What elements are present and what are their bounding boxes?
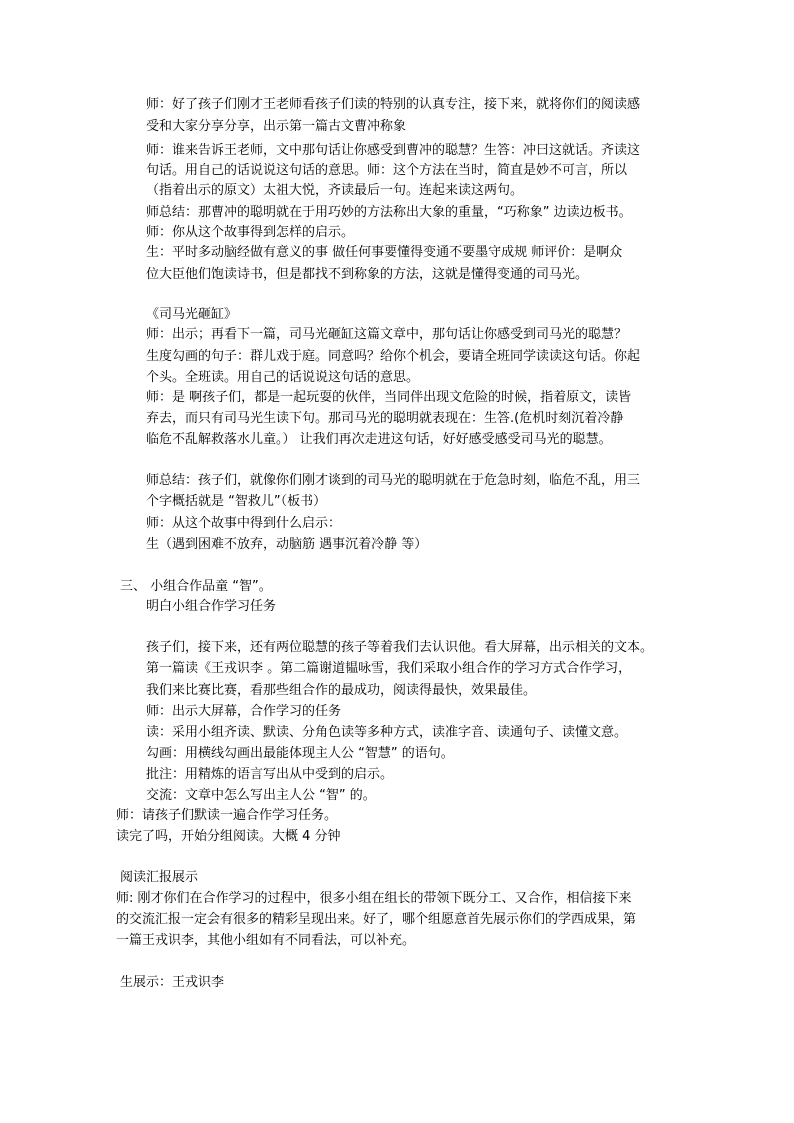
text-line: 个头。全班读。用自己的话说说这句话的意思。: [146, 370, 420, 385]
text-line: 受和大家分享分享，出示第一篇古文曹冲称象: [146, 119, 407, 134]
text-line: 师：出示；再看下一篇，司马光砸缸这篇文章中，那句话让你感受到司马光的聪慧？: [146, 327, 628, 342]
text-line: 个字概括就是 “智救儿”（板书）: [146, 494, 327, 509]
text-line: 师总结：那曹冲的聪明就在于用巧妙的方法称出大象的重量，“巧称象” 边读边板书。: [146, 205, 632, 220]
text-line: （指着出示的原文）太祖大悦，齐读最后一句。连起来读这两句。: [146, 183, 524, 198]
text-line: 明白小组合作学习任务: [146, 599, 277, 614]
text-line: 生（遇到困难不放弃，动脑筋 遇事沉着冷静 等）: [146, 537, 428, 552]
text-line: 批注：用精炼的语言写出从中受到的启示。: [146, 767, 394, 782]
text-line: 我们来比赛比赛，看那些组合作的最成功，阅读得最快，效果最佳。: [146, 683, 537, 698]
text-line: 位大臣他们饱读诗书，但是都找不到称象的方法，这就是懂得变通的司马光。: [146, 267, 589, 282]
text-line: 师总结：孩子们，就像你们刚才谈到的司马光的聪明就在于危急时刻，临危不乱，用三: [146, 473, 641, 488]
text-line: 第一篇读《王戎识李 。第二篇谢道韫咏雪，我们采取小组合作的学习方式合作学习，: [146, 661, 632, 676]
section-heading: 阅读汇报展示: [120, 870, 199, 885]
text-line: 师：谁来告诉王老师，文中那句话让你感受到曹冲的聪慧？生答：冲曰这就话。齐读这: [146, 143, 641, 158]
text-line: 弃去，而只有司马光生读下句。那司马光的聪明就表现在：生答.(危机时刻沉着冷静: [146, 411, 624, 426]
text-line: 读完了吗，开始分组阅读。大概 4 分钟: [116, 829, 341, 844]
text-line: 交流：文章中怎么写出主人公 “智” 的。: [146, 788, 376, 803]
text-line: 读：采用小组齐读、默读、分角色读等多种方式，读准字音、读通句子、读懂文意。: [146, 725, 628, 740]
text-line: 临危不乱解救落水儿童。） 让我们再次走进这句话，好好感受感受司马光的聪慧。: [146, 432, 612, 447]
text-line: 生展示：王戎识李: [120, 975, 225, 990]
text-line: 师：你从这个故事得到怎样的启示。: [146, 225, 355, 240]
text-line: 孩子们，接下来，还有两位聪慧的孩子等着我们去认识他。看大屏幕，出示相关的文本。: [146, 640, 654, 655]
text-line: 的交流汇报一定会有很多的精彩呈现出来。好了，哪个组愿意首先展示你们的学西成果，第: [116, 912, 637, 927]
text-line: 一篇王戎识李，其他小组如有不同看法，可以补充。: [116, 933, 416, 948]
text-line: 师：好了孩子们刚才王老师看孩子们读的特别的认真专注，接下来，就将你们的阅读感: [146, 97, 641, 112]
text-line: 师: 刚才你们在合作学习的过程中，很多小组在组长的带领下既分工、又合作，相信接下来: [116, 891, 632, 906]
text-line: 句话。用自己的话说说这句话的意思。师：这个方法在当时，简直是妙不可言，所以: [146, 163, 628, 178]
text-line: 勾画：用横线勾画出最能体现主人公 “智慧” 的语句。: [146, 746, 454, 761]
text-line: 师：从这个故事中得到什么启示：: [146, 516, 342, 531]
text-line: 师：是 啊孩子们，都是一起玩耍的伙伴，当同伴出现文危险的时候，指着原文，读皆: [146, 390, 632, 405]
text-line: 生：平时多动脑经做有意义的事 做任何事要懂得变通不要墨守成规 师评价：是啊众: [146, 245, 623, 260]
text-line: 师：请孩子们默读一遍合作学习任务。: [116, 808, 338, 823]
section-title: 《司马光砸缸》: [146, 307, 238, 322]
text-line: 师：出示大屏幕，合作学习的任务: [146, 704, 342, 719]
section-heading: 三、 小组合作品童 “智”。: [120, 579, 272, 594]
text-line: 生度勾画的句子：群儿戏于庭。同意吗？给你个机会，要请全班同学读读这句话。你起: [146, 349, 641, 364]
